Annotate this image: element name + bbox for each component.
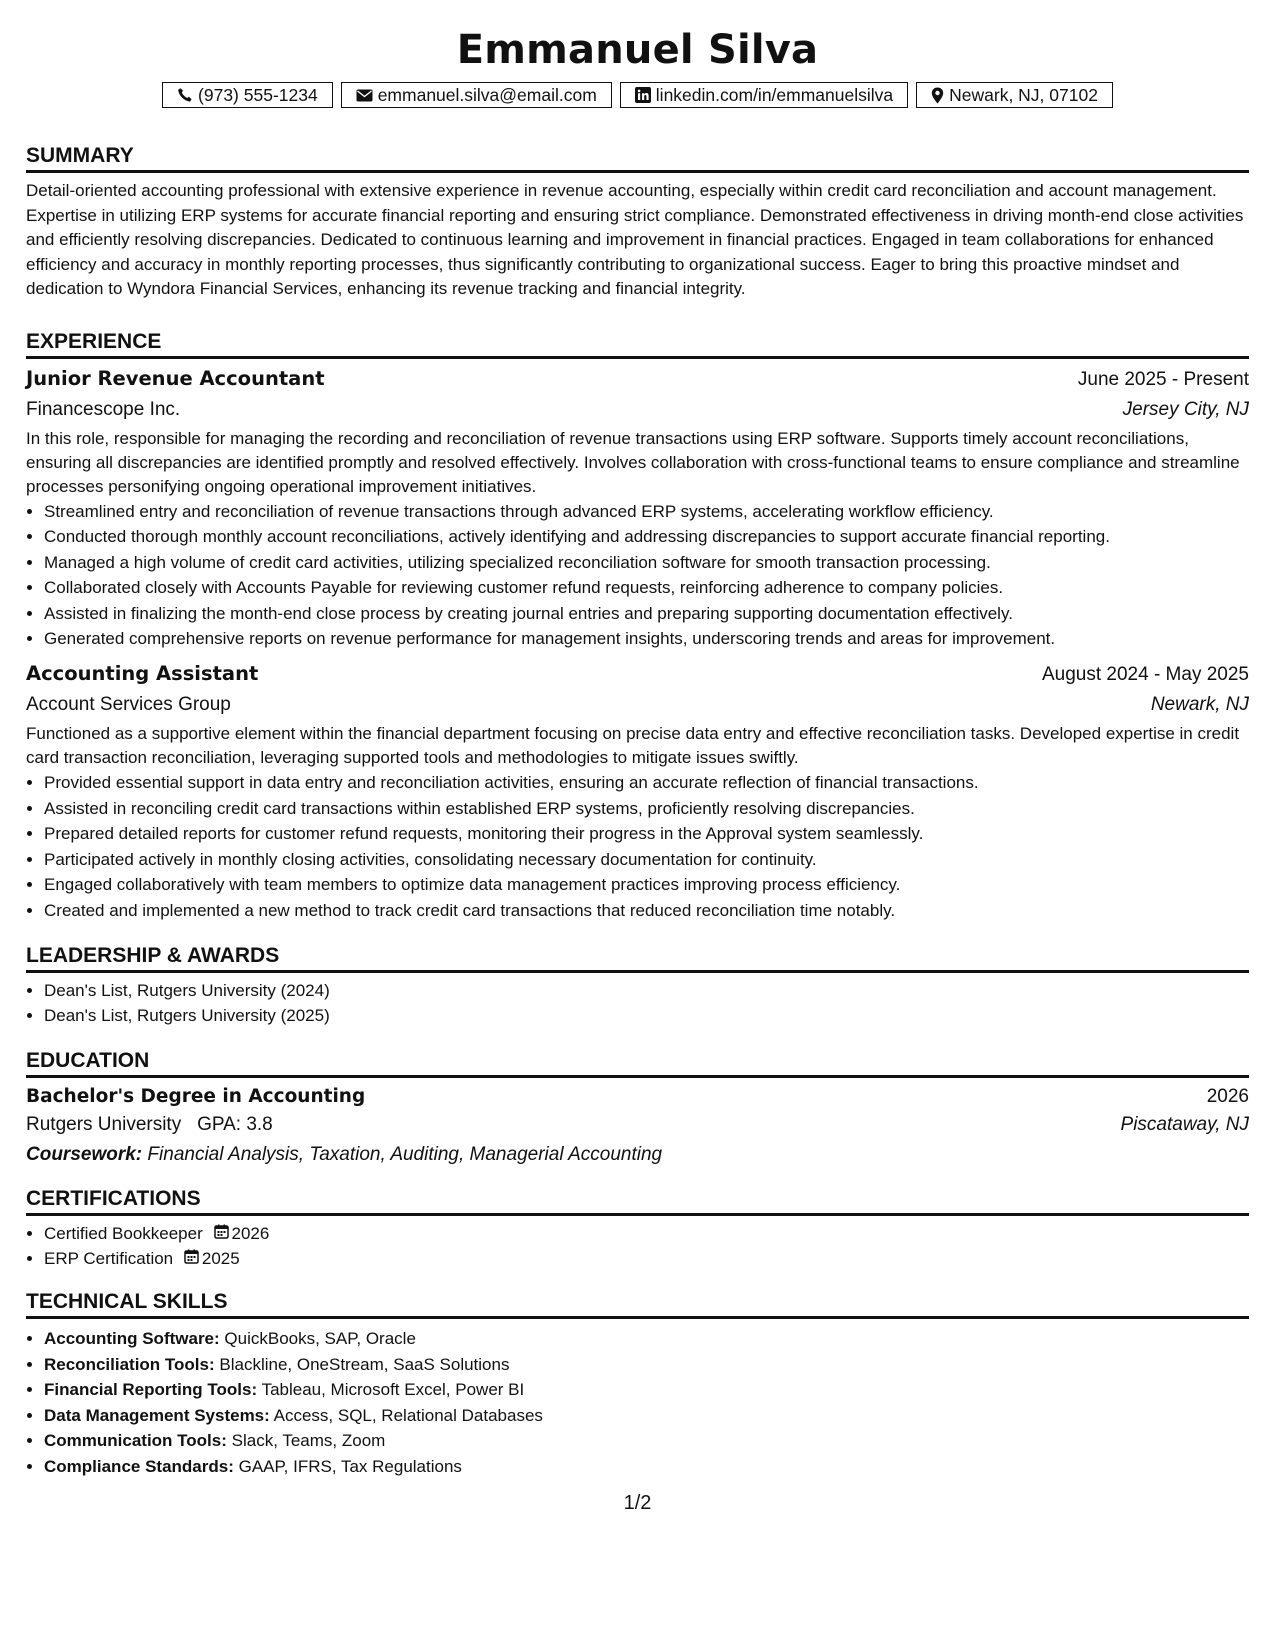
list-item: • Engaged collaboratively with team members to optimize data management practices improving process efficiency. — [44, 872, 1249, 898]
skill-value: Blackline, OneStream, SaaS Solutions — [219, 1354, 510, 1374]
job-entry — [26, 660, 1249, 924]
skill-value: Access, SQL, Relational Databases — [273, 1405, 543, 1425]
list-item — [44, 1377, 1249, 1403]
job-bullets — [26, 770, 1249, 924]
list-item — [44, 1352, 1249, 1378]
list-item: • Dean's List, Rutgers University (2025) — [44, 1003, 1249, 1029]
list-item: • Collaborated closely with Accounts Payable for reviewing customer refund requests, reinforcing adherence to company policies. — [44, 575, 1249, 601]
email-chip[interactable] — [341, 82, 612, 108]
coursework-label: Coursework: — [26, 1143, 143, 1165]
location-chip[interactable] — [916, 82, 1113, 108]
graduation-year: 2026 — [1206, 1085, 1249, 1107]
list-item — [44, 1428, 1249, 1454]
linkedin-chip[interactable] — [620, 82, 908, 108]
list-item: • Conducted thorough monthly account reconciliations, actively identifying and addressing discrepancies to support accurate financial reporting. — [44, 524, 1249, 550]
skill-value: QuickBooks, SAP, Oracle — [224, 1329, 416, 1348]
certifications-section — [26, 1169, 1249, 1272]
skill-value: Slack, Teams, Zoom — [231, 1431, 386, 1451]
skill-label: Reconciliation Tools: — [44, 1354, 215, 1374]
leadership-heading: LEADERSHIP & AWARDS — [26, 924, 1249, 973]
list-item: • Assisted in reconciling credit card transactions within established ERP systems, proficiently resolving discrepancies. — [44, 796, 1249, 822]
job-entry — [26, 365, 1249, 653]
cert-name: ERP Certification — [44, 1249, 174, 1269]
cert-year: 2026 — [231, 1223, 270, 1243]
job-description: In this role, responsible for managing the recording and reconciliation of revenue transactions using ERP software. Supports timely account reconciliations, ensuring all discrepancies are identified promptly and resolved effectively. Involves collaboration with cross-functional teams to ensure compliance and streamline processes personifying ongoing operational improvement initiatives. — [26, 428, 1240, 496]
location-text: Newark, NJ, 07102 — [949, 85, 1098, 105]
company-name: Financescope Inc. — [26, 398, 181, 420]
summary-heading: SUMMARY — [26, 108, 1249, 173]
list-item: • Streamlined entry and reconciliation of revenue transactions through advanced ERP systems, accelerating workflow efficiency. — [44, 499, 1249, 525]
candidate-name: Emmanuel Silva — [456, 27, 819, 73]
phone-chip[interactable] — [162, 82, 333, 108]
list-item: • Assisted in finalizing the month-end close process by creating journal entries and preparing supporting documentation effectively. — [44, 601, 1249, 627]
envelope-icon — [356, 89, 373, 102]
list-item: • Provided essential support in data entry and reconciliation activities, ensuring an accurate reflection of financial transactions. — [44, 770, 1249, 796]
education-heading: EDUCATION — [26, 1029, 1249, 1078]
school-location: Piscataway, NJ — [1120, 1113, 1249, 1135]
summary-text: Detail-oriented accounting professional with extensive experience in revenue accounting, especially within credit card reconciliation and account management. Expertise in utilizing ERP systems for accurate financial reporting and ensuring strict compliance. Demonstrated effectiveness in driving month-end close activities and efficiently resolving discrepancies. Dedicated to continuous learning and improvement in financial practices. Engaged in team collaborations for enhanced efficiency and accuracy in monthly reporting processes, thus significantly contributing to organizational success. Eager to bring this proactive mindset and dedication to Wyndora Financial Services, enhancing its revenue tracking and financial integrity. — [26, 181, 1244, 298]
list-item: • Managed a high volume of credit card activities, utilizing specialized reconciliation software for smooth transaction processing. — [44, 550, 1249, 576]
job-dates: August 2024 - May 2025 — [1041, 664, 1249, 686]
calendar-icon — [214, 1221, 229, 1247]
education-section — [26, 1029, 1249, 1169]
skill-value: Tableau, Microsoft Excel, Power BI — [261, 1380, 525, 1400]
calendar-icon — [184, 1246, 199, 1272]
list-item: • Created and implemented a new method to track credit card transactions that reduced reconciliation time notably. — [44, 898, 1249, 924]
job-location: Newark, NJ — [1150, 694, 1249, 716]
contact-bar — [26, 82, 1249, 108]
skill-label: Data Management Systems: — [44, 1405, 270, 1425]
cert-date — [214, 1221, 270, 1247]
job-dates: June 2025 - Present — [1077, 368, 1249, 390]
page-number: 1/2 — [623, 1492, 652, 1514]
list-item — [44, 1326, 1249, 1352]
awards-list — [26, 978, 1249, 1029]
list-item — [44, 1246, 1249, 1272]
map-pin-icon — [931, 87, 944, 104]
email-text: emmanuel.silva@email.com — [377, 85, 597, 105]
skills-heading: TECHNICAL SKILLS — [26, 1272, 1249, 1319]
phone-icon — [177, 87, 193, 103]
skill-label: Compliance Standards: — [44, 1456, 234, 1476]
coursework-line — [26, 1141, 1249, 1169]
skill-value: GAAP, IFRS, Tax Regulations — [238, 1456, 462, 1476]
cert-year: 2025 — [201, 1249, 240, 1269]
linkedin-text: linkedin.com/in/emmanuelsilva — [655, 85, 894, 105]
skills-list — [26, 1326, 1249, 1480]
job-description: Functioned as a supportive element within the financial department focusing on precise data entry and effective reconciliation tasks. Developed expertise in credit card transaction reconciliation, leveraging supported tools and methodologies to mitigate issues swiftly. — [26, 724, 1240, 768]
degree-title: Bachelor's Degree in Accounting — [26, 1085, 366, 1107]
cert-name: Certified Bookkeeper — [44, 1223, 203, 1243]
job-bullets — [26, 499, 1249, 653]
list-item — [44, 1221, 1249, 1247]
cert-date — [184, 1246, 240, 1272]
list-item: • Generated comprehensive reports on revenue performance for management insights, underscoring trends and areas for improvement. — [44, 626, 1249, 652]
company-name: Account Services Group — [26, 694, 231, 716]
summary-section — [26, 108, 1249, 302]
gpa: GPA: 3.8 — [197, 1113, 273, 1135]
skill-label: Communication Tools: — [44, 1431, 227, 1451]
experience-heading: EXPERIENCE — [26, 302, 1249, 359]
list-item — [44, 1454, 1249, 1480]
job-location: Jersey City, NJ — [1122, 398, 1249, 420]
certifications-heading: CERTIFICATIONS — [26, 1169, 1249, 1216]
list-item: • Dean's List, Rutgers University (2024) — [44, 978, 1249, 1004]
skill-label: Accounting Software: — [44, 1329, 220, 1348]
school-name: Rutgers University — [26, 1113, 182, 1135]
certifications-list — [26, 1221, 1249, 1272]
job-title: Accounting Assistant — [26, 662, 259, 686]
skills-section — [26, 1272, 1249, 1480]
coursework-text: Financial Analysis, Taxation, Auditing, Managerial Accounting — [147, 1143, 663, 1165]
leadership-section — [26, 924, 1249, 1029]
skill-label: Financial Reporting Tools: — [44, 1380, 258, 1400]
list-item — [44, 1403, 1249, 1429]
experience-section — [26, 302, 1249, 924]
school-line — [26, 1111, 273, 1139]
job-title: Junior Revenue Accountant — [26, 366, 325, 390]
phone-text: (973) 555-1234 — [198, 85, 318, 105]
linkedin-icon — [635, 87, 651, 103]
list-item: • Prepared detailed reports for customer refund requests, monitoring their progress in the Approval system seamlessly. — [44, 821, 1249, 847]
list-item: • Participated actively in monthly closing activities, consolidating necessary documentation for continuity. — [44, 847, 1249, 873]
